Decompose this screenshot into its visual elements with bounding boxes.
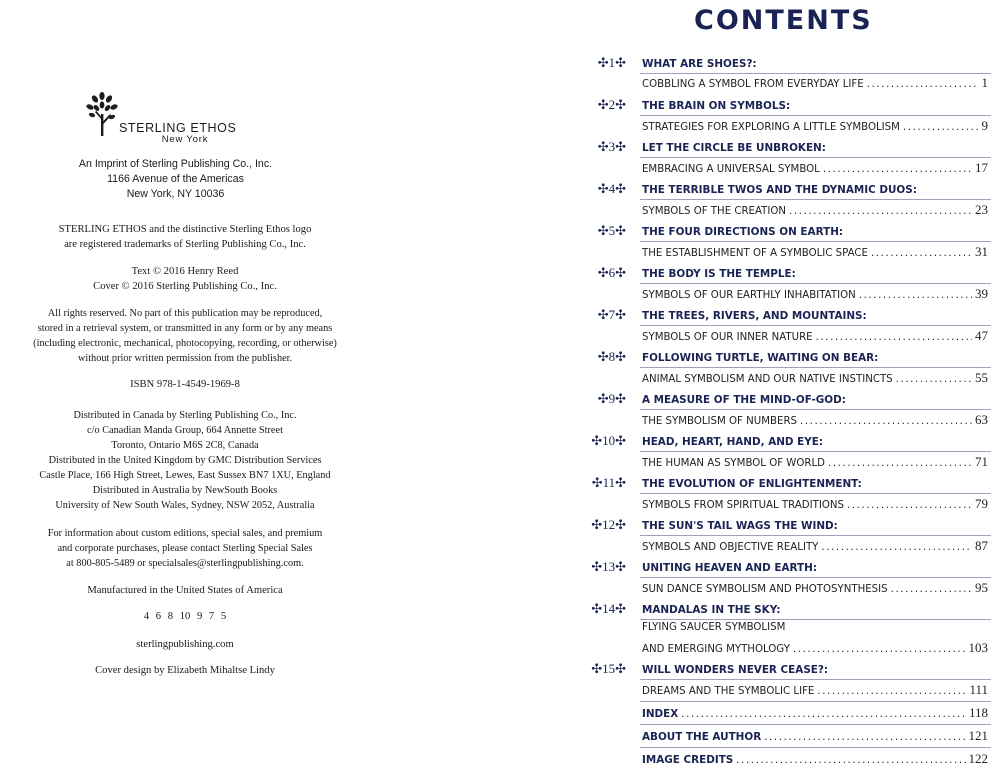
rights-line: stored in a retrieval system, or transmitted in any form or by any means	[37, 323, 333, 334]
distribution-line: c/o Canadian Manda Group, 664 Annette Street	[87, 425, 283, 436]
info-line: at 800-805-5489 or specialsales@sterlingpublishing.com.	[66, 558, 304, 569]
divider	[640, 73, 991, 74]
page-title: CONTENTS	[694, 5, 873, 36]
credit-line: Cover © 2016 Sterling Publishing Co., Inc.	[93, 281, 277, 292]
page-number: 17	[975, 160, 988, 175]
dot-leader	[859, 290, 972, 301]
page-number: 47	[975, 328, 988, 343]
chapter-number: ✣5✣	[597, 223, 626, 238]
isbn-text: ISBN 978-1-4549-1969-8	[130, 379, 240, 390]
cover-design-text: Cover design by Elizabeth Mihaltse Lindy	[95, 665, 275, 676]
chapter-number: ✣2✣	[597, 97, 626, 112]
website	[0, 637, 370, 652]
rights-line: All rights reserved. No part of this publication may be reproduced,	[47, 308, 323, 319]
chapter-title[interactable]: THE SUN'S TAIL WAGS THE WIND:	[642, 520, 838, 532]
chapter-title[interactable]: FOLLOWING TURTLE, WAITING ON BEAR:	[642, 352, 879, 364]
chapter-subtitle: COBBLING A SYMBOL FROM EVERYDAY LIFE	[642, 79, 864, 90]
dot-leader	[800, 416, 972, 427]
divider	[640, 701, 991, 702]
chapter-title[interactable]: UNITING HEAVEN AND EARTH:	[642, 562, 817, 574]
chapter-subtitle-row[interactable]	[642, 75, 988, 91]
dot-leader	[793, 644, 966, 655]
dot-leader	[789, 206, 972, 217]
chapter-subtitle-row[interactable]	[642, 202, 988, 218]
chapter-subtitle[interactable]: FLYING SAUCER SYMBOLISM	[642, 622, 786, 633]
chapter-subtitle-row[interactable]	[642, 640, 988, 656]
distribution-line: Toronto, Ontario M6S 2C8, Canada	[111, 440, 259, 451]
chapter-number: ✣11✣	[591, 475, 626, 490]
chapter-number: ✣12✣	[591, 517, 626, 532]
distribution-line: Distributed in Canada by Sterling Publishing Co., Inc.	[73, 410, 297, 421]
chapter-title[interactable]: A MEASURE OF THE MIND-OF-GOD:	[642, 394, 846, 406]
chapter-title[interactable]: THE TREES, RIVERS, AND MOUNTAINS:	[642, 310, 867, 322]
dot-leader	[896, 374, 972, 385]
chapter-number: ✣7✣	[597, 307, 626, 322]
page-number: 71	[975, 454, 988, 469]
info-line: For information about custom editions, special sales, and premium	[47, 528, 323, 539]
chapter-subtitle: SYMBOLS AND OBJECTIVE REALITY	[642, 542, 819, 553]
chapter-subtitle: SUN DANCE SYMBOLISM AND PHOTOSYNTHESIS	[642, 584, 888, 595]
chapter-subtitle-row[interactable]	[642, 580, 988, 596]
copyright-credits	[0, 264, 370, 294]
chapter-subtitle: SYMBOLS FROM SPIRITUAL TRADITIONS	[642, 500, 844, 511]
page-number: 79	[975, 496, 988, 511]
chapter-number: ✣1✣	[597, 55, 626, 70]
page-number: 31	[975, 244, 988, 259]
chapter-title[interactable]: WHAT ARE SHOES?:	[642, 58, 757, 70]
page-number: 118	[968, 705, 988, 720]
chapter-title[interactable]: LET THE CIRCLE BE UNBROKEN:	[642, 142, 826, 154]
chapter-number: ✣3✣	[597, 139, 626, 154]
divider	[640, 283, 991, 284]
distribution-line: Distributed in the United Kingdom by GMC Distribution Services	[48, 455, 322, 466]
chapter-subtitle-row[interactable]	[642, 682, 988, 698]
page-number: 95	[975, 580, 988, 595]
chapter-subtitle-row[interactable]	[642, 454, 988, 470]
page-number: 55	[975, 370, 988, 385]
divider	[640, 451, 991, 452]
divider	[640, 325, 991, 326]
dot-leader	[681, 709, 966, 720]
page-number: 122	[968, 751, 988, 766]
chapter-title[interactable]: HEAD, HEART, HAND, AND EYE:	[642, 436, 824, 448]
chapter-number: ✣6✣	[597, 265, 626, 280]
publisher-brand-name: STERLING ETHOS	[119, 121, 237, 135]
chapter-subtitle-row[interactable]	[642, 286, 988, 302]
chapter-subtitle: THE ESTABLISHMENT OF A SYMBOLIC SPACE	[642, 248, 868, 259]
chapter-subtitle-row[interactable]	[642, 496, 988, 512]
printing-line	[0, 609, 370, 624]
dot-leader	[816, 332, 972, 343]
distribution-info	[0, 408, 370, 513]
dot-leader	[871, 248, 972, 259]
chapter-number: ✣10✣	[591, 433, 626, 448]
chapter-number: ✣14✣	[591, 601, 626, 616]
image-credits-row[interactable]	[642, 751, 988, 767]
imprint-line: New York, NY 10036	[126, 188, 225, 200]
back-matter-title: ABOUT THE AUTHOR	[642, 731, 762, 743]
chapter-subtitle-row[interactable]	[642, 328, 988, 344]
chapter-subtitle-row[interactable]	[642, 118, 988, 134]
dot-leader	[823, 164, 972, 175]
chapter-subtitle-continued: AND EMERGING MYTHOLOGY	[642, 644, 790, 655]
rights-line: without prior written permission from the publisher.	[77, 353, 293, 364]
page-number: 111	[969, 682, 988, 697]
dot-leader	[817, 686, 966, 697]
page-number: 121	[968, 728, 988, 743]
dot-leader	[764, 732, 965, 743]
rights-notice	[0, 306, 370, 366]
page-number: 1	[981, 75, 988, 90]
distribution-line: Distributed in Australia by NewSouth Books	[92, 485, 278, 496]
publisher-city: New York	[161, 134, 209, 145]
index-row[interactable]	[642, 705, 988, 721]
chapter-subtitle: SYMBOLS OF THE CREATION	[642, 206, 787, 217]
trademark-notice	[0, 222, 370, 252]
divider	[640, 409, 991, 410]
chapter-subtitle-row[interactable]	[642, 160, 988, 176]
printing-line-text: 4 6 8 10 9 7 5	[143, 611, 227, 622]
copyright-page	[0, 0, 370, 771]
credit-line: Text © 2016 Henry Reed	[131, 266, 239, 277]
rights-line: (including electronic, mechanical, photocopying, recording, or otherwise)	[33, 338, 337, 349]
chapter-subtitle: STRATEGIES FOR EXPLORING A LITTLE SYMBOLISM	[642, 122, 900, 133]
page-number: 23	[975, 202, 988, 217]
divider	[640, 115, 991, 116]
divider	[640, 199, 991, 200]
chapter-subtitle: THE SYMBOLISM OF NUMBERS	[642, 416, 797, 427]
divider	[640, 157, 991, 158]
chapter-number: ✣4✣	[597, 181, 626, 196]
back-matter-title: INDEX	[642, 708, 679, 720]
chapter-title[interactable]: THE FOUR DIRECTIONS ON EARTH:	[642, 226, 844, 238]
divider	[640, 493, 991, 494]
trademark-line: STERLING ETHOS and the distinctive Sterling Ethos logo	[58, 224, 312, 235]
chapter-subtitle-row[interactable]	[642, 370, 988, 386]
page-number: 39	[975, 286, 988, 301]
page-number: 9	[981, 118, 988, 133]
chapter-number: ✣13✣	[591, 559, 626, 574]
website-text: sterlingpublishing.com	[136, 639, 234, 650]
chapter-subtitle: THE HUMAN AS SYMBOL OF WORLD	[642, 458, 825, 469]
divider	[640, 747, 991, 748]
chapter-subtitle-row[interactable]	[642, 412, 988, 428]
divider	[640, 535, 991, 536]
imprint-line: An Imprint of Sterling Publishing Co., Inc.	[78, 158, 273, 170]
chapter-title[interactable]: THE BODY IS THE TEMPLE:	[642, 268, 796, 280]
trademark-line: are registered trademarks of Sterling Publishing Co., Inc.	[64, 239, 306, 250]
dot-leader	[736, 755, 965, 766]
chapter-number: ✣15✣	[591, 661, 626, 676]
chapter-subtitle: ANIMAL SYMBOLISM AND OUR NATIVE INSTINCTS	[642, 374, 893, 385]
chapter-subtitle-row[interactable]	[642, 538, 988, 554]
isbn	[0, 377, 370, 392]
chapter-number: ✣8✣	[597, 349, 626, 364]
chapter-title[interactable]: WILL WONDERS NEVER CEASE?:	[642, 664, 829, 676]
chapter-subtitle-row[interactable]	[642, 244, 988, 260]
chapter-title[interactable]: THE BRAIN ON SYMBOLS:	[642, 100, 791, 112]
back-matter-title: IMAGE CREDITS	[642, 754, 734, 766]
divider	[640, 241, 991, 242]
page-number: 87	[975, 538, 988, 553]
chapter-title[interactable]: THE EVOLUTION OF ENLIGHTENMENT:	[642, 478, 862, 490]
cover-design-credit	[0, 663, 370, 678]
divider	[640, 724, 991, 725]
divider	[640, 367, 991, 368]
about-author-row[interactable]	[642, 728, 988, 744]
info-line: and corporate purchases, please contact Sterling Special Sales	[57, 543, 313, 554]
imprint-address	[0, 157, 351, 202]
dot-leader	[867, 79, 979, 90]
chapter-subtitle: SYMBOLS OF OUR INNER NATURE	[642, 332, 813, 343]
divider	[640, 619, 991, 620]
dot-leader	[821, 542, 972, 553]
divider	[640, 679, 991, 680]
divider	[640, 577, 991, 578]
page-number: 63	[975, 412, 988, 427]
chapter-subtitle: SYMBOLS OF OUR EARTHLY INHABITATION	[642, 290, 856, 301]
tree-logo-icon	[86, 90, 118, 140]
manufactured-note	[0, 583, 370, 598]
dot-leader	[828, 458, 972, 469]
imprint-line: 1166 Avenue of the Americas	[107, 173, 244, 185]
chapter-title[interactable]: MANDALAS IN THE SKY:	[642, 604, 781, 616]
chapter-subtitle: EMBRACING A UNIVERSAL SYMBOL	[642, 164, 820, 175]
dot-leader	[891, 584, 972, 595]
chapter-subtitle: DREAMS AND THE SYMBOLIC LIFE	[642, 686, 815, 697]
distribution-line: Castle Place, 166 High Street, Lewes, East Sussex BN7 1XU, England	[39, 470, 331, 481]
page-number: 103	[968, 640, 988, 655]
chapter-number: ✣9✣	[597, 391, 626, 406]
chapter-title[interactable]: THE TERRIBLE TWOS AND THE DYNAMIC DUOS:	[642, 184, 917, 196]
distribution-line: University of New South Wales, Sydney, NSW 2052, Australia	[55, 500, 315, 511]
dot-leader	[847, 500, 972, 511]
manufactured-text: Manufactured in the United States of America	[87, 585, 283, 596]
special-sales-info	[0, 526, 370, 571]
dot-leader	[903, 122, 979, 133]
